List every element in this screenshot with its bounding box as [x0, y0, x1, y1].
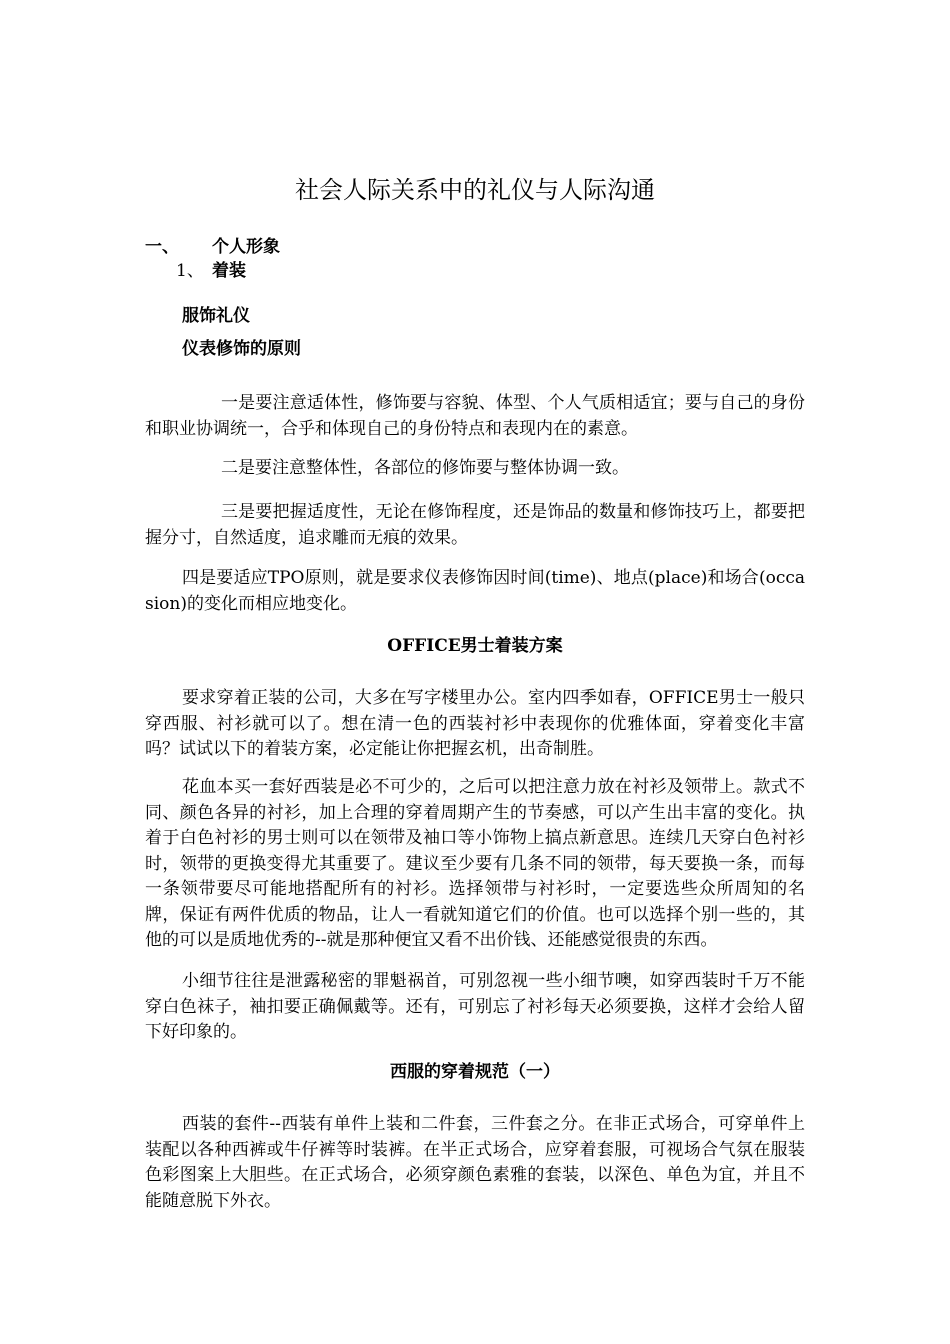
- subsection-heading: 着装: [212, 261, 246, 281]
- office-paragraph-2: 花血本买一套好西装是必不可少的，之后可以把注意力放在衬衫及领带上。款式不同、颜色各异的衬衫，加上合理的穿着周期产生的节奏感，可以产生出丰富的变化。执着于白色衬衫的男士则可以在领带及袖口等小饰物上搞点新意思。连续几天穿白色衬衫时，领带的更换变得尤其重要了。建议至少要有几条不同的领带，每天要换一条，而每一条领带要尽可能地搭配所有的衬衫。选择领带与衬衫时，一定要选些众所周知的名牌，保证有两件优质的物品，让人一看就知道它们的价值。也可以选择个别一些的，其他的可以是质地优秀的--就是那种便宜又看不出价钱、还能感觉很贵的东西。: [145, 777, 805, 950]
- office-paragraph-3: 小细节往往是泄露秘密的罪魁祸首，可别忽视一些小细节噢，如穿西装时千万不能穿白色袜子，袖扣要正确佩戴等。还有，可别忘了衬衫每天必须要换，这样才会给人留下好印象的。: [145, 971, 805, 1042]
- subsection-number: 1、: [176, 261, 204, 281]
- suit-rules-heading: 西服的穿着规范（一）: [390, 1062, 560, 1082]
- document-title: 社会人际关系中的礼仪与人际沟通: [295, 176, 655, 204]
- principle-paragraph-4: 四是要适应TPO原则，就是要求仪表修饰因时间(time)、地点(place)和场合(occasion)的变化而相应地变化。: [145, 568, 805, 614]
- office-paragraph-1: 要求穿着正装的公司，大多在写字楼里办公。室内四季如春，OFFICE男士一般只穿西服、衬衫就可以了。想在清一色的西装衬衫中表现你的优雅体面，穿着变化丰富吗？试试以下的着装方案，必定能让你把握玄机，出奇制胜。: [145, 688, 805, 759]
- section-number: 一、: [145, 237, 179, 257]
- attire-etiquette-heading: 服饰礼仪: [182, 306, 250, 326]
- office-men-heading: OFFICE男士着装方案: [387, 636, 563, 656]
- principles-heading: 仪表修饰的原则: [182, 339, 301, 359]
- principle-paragraph-1: 一是要注意适体性，修饰要与容貌、体型、个人气质相适宜；要与自己的身份和职业协调统一，合乎和体现自己的身份特点和表现内在的素意。: [145, 393, 805, 439]
- principle-paragraph-2: 二是要注意整体性，各部位的修饰要与整体协调一致。: [221, 458, 629, 478]
- suit-paragraph-1: 西装的套件--西装有单件上装和二件套，三件套之分。在非正式场合，可穿单件上装配以各种西裤或牛仔裤等时装裤。在半正式场合，应穿着套服，可视场合气氛在服装色彩图案上大胆些。在正式场合，必须穿颜色素雅的套装，以深色、单色为宜，并且不能随意脱下外衣。: [145, 1114, 805, 1211]
- section-heading: 个人形象: [212, 237, 280, 257]
- principle-paragraph-3: 三是要把握适度性，无论在修饰程度，还是饰品的数量和修饰技巧上，都要把握分寸，自然适度，追求雕而无痕的效果。: [145, 502, 805, 548]
